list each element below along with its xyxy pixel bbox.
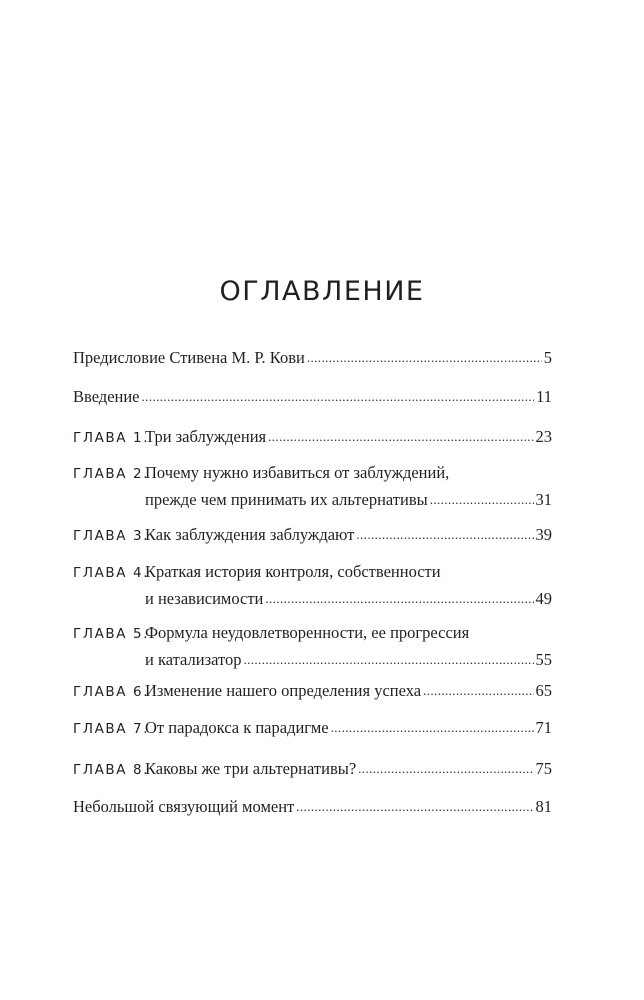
dot-leader bbox=[265, 588, 533, 608]
dot-leader bbox=[331, 717, 534, 737]
toc-entry-title: Небольшой связующий момент bbox=[73, 797, 295, 816]
toc-entry-title: Предисловие Стивена М. Р. Кови bbox=[73, 348, 305, 367]
chapter-label: ГЛАВА 8. bbox=[73, 762, 150, 778]
toc-page-number: 75 bbox=[535, 759, 552, 778]
toc-entry-chapter-5[interactable] bbox=[73, 623, 552, 670]
toc-entry-chapter-7[interactable] bbox=[73, 718, 552, 739]
dot-leader bbox=[268, 426, 533, 446]
toc-page-number: 39 bbox=[535, 525, 552, 544]
dot-leader bbox=[243, 649, 533, 669]
toc-entry-title: Как заблуждения заблуждают bbox=[145, 525, 355, 544]
dot-leader bbox=[423, 680, 533, 700]
toc-page-number: 49 bbox=[535, 589, 552, 608]
toc-entry-chapter-4[interactable] bbox=[73, 562, 552, 609]
toc-entry-chapter-3[interactable] bbox=[73, 525, 552, 546]
toc-page-number: 81 bbox=[535, 797, 552, 816]
toc-entry-title: Изменение нашего определения успеха bbox=[145, 681, 422, 700]
toc-page-number: 23 bbox=[535, 427, 552, 446]
dot-leader bbox=[356, 524, 533, 544]
toc-entry-introduction[interactable] bbox=[73, 387, 552, 407]
toc-page-number: 31 bbox=[535, 490, 552, 509]
dot-leader bbox=[296, 796, 533, 816]
toc-entry-title-continued: и независимости bbox=[145, 589, 264, 608]
toc-entry-chapter-8[interactable] bbox=[73, 759, 552, 780]
dot-leader bbox=[430, 489, 534, 509]
toc-page-number: 55 bbox=[535, 650, 552, 669]
chapter-label: ГЛАВА 7. bbox=[73, 721, 150, 737]
toc-entry-chapter-2[interactable] bbox=[73, 463, 552, 510]
chapter-label: ГЛАВА 1. bbox=[73, 430, 150, 446]
toc-entry-title: Почему нужно избавиться от заблуждений, bbox=[145, 463, 450, 482]
toc-entry-title: Введение bbox=[73, 387, 140, 406]
toc-entry-title-continued: прежде чем принимать их альтернативы bbox=[145, 490, 428, 509]
toc-entry-title: От парадокса к парадигме bbox=[145, 718, 329, 737]
toc-entry-chapter-6[interactable] bbox=[73, 681, 552, 702]
chapter-label: ГЛАВА 4. bbox=[73, 565, 150, 581]
toc-page-number: 71 bbox=[535, 718, 552, 737]
toc-entry-connecting-moment[interactable] bbox=[73, 797, 552, 817]
toc-entry-title: Три заблуждения bbox=[145, 427, 267, 446]
chapter-label: ГЛАВА 5. bbox=[73, 626, 150, 642]
chapter-label: ГЛАВА 2. bbox=[73, 466, 150, 482]
toc-entry-title-continued: и катализатор bbox=[145, 650, 242, 669]
toc-page-number: 5 bbox=[543, 348, 552, 367]
dot-leader bbox=[307, 347, 542, 367]
toc-entry-chapter-1[interactable] bbox=[73, 427, 552, 448]
toc-entry-preface[interactable] bbox=[73, 348, 552, 368]
chapter-label: ГЛАВА 3. bbox=[73, 528, 150, 544]
toc-entry-title: Каковы же три альтернативы? bbox=[145, 759, 357, 778]
toc-entry-title: Краткая история контроля, собственности bbox=[145, 562, 441, 581]
chapter-label: ГЛАВА 6. bbox=[73, 684, 150, 700]
toc-page-number: 65 bbox=[535, 681, 552, 700]
dot-leader bbox=[358, 758, 533, 778]
page-title: ОГЛАВЛЕНИЕ bbox=[219, 276, 425, 307]
toc-entry-title: Формула неудовлетворенности, ее прогрессия bbox=[145, 623, 470, 642]
dot-leader bbox=[142, 386, 535, 406]
toc-page-number: 11 bbox=[536, 387, 552, 406]
